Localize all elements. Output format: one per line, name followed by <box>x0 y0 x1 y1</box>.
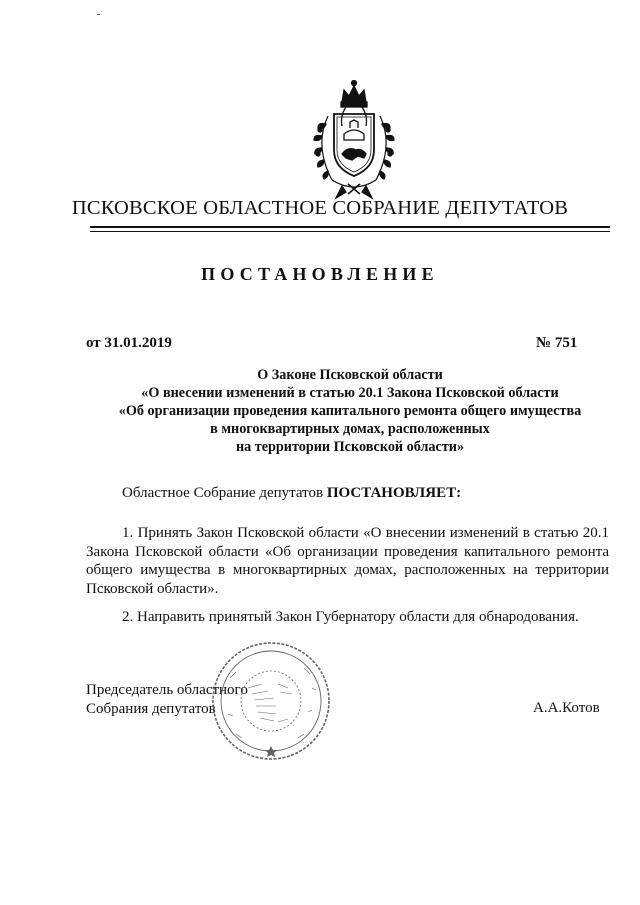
title-underline <box>90 226 610 228</box>
official-seal-icon <box>208 638 334 764</box>
signatory-position-line: Председатель областного <box>86 682 248 698</box>
intro-resolves: ПОСТАНОВЛЯЕТ: <box>326 485 462 501</box>
document-number: № 751 <box>536 335 578 351</box>
signatory-position-line: Собрания депутатов <box>86 701 216 717</box>
item-line: Закона Псковской области «Об организации проведения капитального ремонта <box>86 543 609 560</box>
subject-line: в многоквартирных домах, расположенных <box>210 421 490 437</box>
resolution-item-2: 2. Направить принятый Закон Губернатору области для обнародования. <box>122 609 579 625</box>
item-line: 1. Принять Закон Псковской области «О внесении изменений в статью 20.1 <box>122 525 609 541</box>
item-line: общего имущества в многоквартирных домах, расположенных на территории <box>86 562 609 578</box>
coat-of-arms-icon <box>298 76 410 206</box>
intro-text: Областное Собрание депутатов <box>122 485 327 501</box>
document-subject <box>70 366 630 456</box>
resolution-item-1 <box>86 524 609 598</box>
scan-speck <box>97 14 100 15</box>
signatory-name: А.А.Котов <box>533 700 600 716</box>
subject-line: на территории Псковской области» <box>235 439 465 455</box>
subject-line: «О внесении изменений в статью 20.1 Закона Псковской области <box>141 385 559 401</box>
document-date: от 31.01.2019 <box>86 335 172 351</box>
resolution-intro <box>122 485 461 502</box>
item-line: Псковской области». <box>86 580 219 597</box>
organization-title: ПСКОВСКОЕ ОБЛАСТНОЕ СОБРАНИЕ ДЕПУТАТОВ <box>71 197 569 219</box>
document-type-heading: ПОСТАНОВЛЕНИЕ <box>201 264 439 284</box>
title-underline-thin <box>90 231 610 232</box>
subject-line: «Об организации проведения капитального ремонта общего имущества <box>118 403 582 419</box>
subject-line: О Законе Псковской области <box>257 367 443 383</box>
